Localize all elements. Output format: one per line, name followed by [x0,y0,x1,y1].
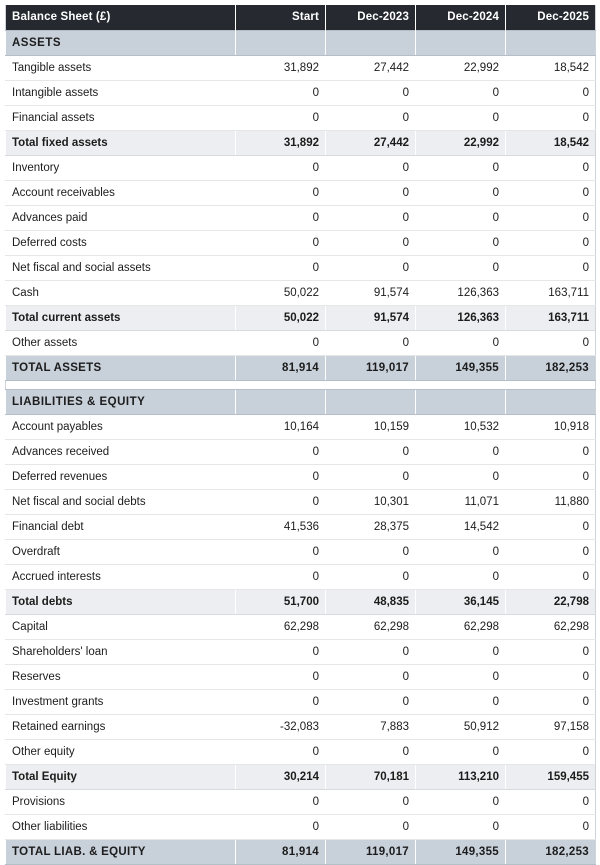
column-header-start: Start [236,5,326,31]
table-header [6,5,596,31]
table-row [6,815,596,840]
row-value: 0 [416,156,506,181]
row-value: 0 [326,465,416,490]
row-value: 0 [506,81,596,106]
row-value: 0 [416,231,506,256]
table-row [6,56,596,81]
row-label: Total fixed assets [6,131,236,156]
row-value: 62,298 [416,615,506,640]
row-value: 163,711 [506,281,596,306]
subtotal-row [6,131,596,156]
row-value: 0 [416,640,506,665]
row-value: 0 [506,690,596,715]
row-value: 22,992 [416,131,506,156]
row-value: 27,442 [326,56,416,81]
row-value: 0 [416,465,506,490]
row-value: 0 [506,740,596,765]
row-label: Tangible assets [6,56,236,81]
column-header-title: Balance Sheet (£) [6,5,236,31]
row-value: 10,918 [506,415,596,440]
table-row [6,415,596,440]
table-row [6,690,596,715]
row-value: 163,711 [506,306,596,331]
row-value: 0 [416,740,506,765]
row-value: 0 [416,81,506,106]
header-row [6,5,596,31]
table-row [6,665,596,690]
row-label: Retained earnings [6,715,236,740]
row-value: 0 [236,181,326,206]
table-row [6,565,596,590]
column-header-dec-2025: Dec-2025 [506,5,596,31]
table-row [6,715,596,740]
table-row [6,331,596,356]
column-header-dec-2024: Dec-2024 [416,5,506,31]
table-row [6,490,596,515]
row-value: 0 [416,815,506,840]
row-label: Investment grants [6,690,236,715]
row-value: 0 [236,740,326,765]
row-value: 0 [326,565,416,590]
row-value: 0 [416,665,506,690]
row-value: 0 [236,256,326,281]
row-label: Cash [6,281,236,306]
row-value: 0 [236,156,326,181]
row-value: 48,835 [326,590,416,615]
row-value: 22,992 [416,56,506,81]
row-label: Capital [6,615,236,640]
row-value: 0 [416,106,506,131]
row-value: 0 [416,690,506,715]
row-label: Deferred costs [6,231,236,256]
row-value: 0 [416,331,506,356]
column-header-dec-2023: Dec-2023 [326,5,416,31]
row-label: Account payables [6,415,236,440]
row-value: 119,017 [326,356,416,381]
row-label: Total Equity [6,765,236,790]
row-value: 0 [326,331,416,356]
row-label: Provisions [6,790,236,815]
row-value: 18,542 [506,131,596,156]
row-label: Net fiscal and social assets [6,256,236,281]
row-value: 0 [506,565,596,590]
row-value: 0 [326,740,416,765]
section-title: LIABILITIES & EQUITY [6,390,236,415]
subtotal-row [6,590,596,615]
row-label: Advances paid [6,206,236,231]
table-row [6,615,596,640]
row-value: 91,574 [326,306,416,331]
row-value: 81,914 [236,840,326,865]
row-value: 0 [506,515,596,540]
row-value: 0 [416,256,506,281]
row-value: 113,210 [416,765,506,790]
row-value: 31,892 [236,131,326,156]
row-label: Total current assets [6,306,236,331]
row-value: 50,022 [236,281,326,306]
row-value: 36,145 [416,590,506,615]
row-value: 0 [236,465,326,490]
row-label: Reserves [6,665,236,690]
row-value: 149,355 [416,840,506,865]
table-row [6,206,596,231]
row-value: 11,071 [416,490,506,515]
row-value: 18,542 [506,56,596,81]
row-value: 0 [506,815,596,840]
row-value: 0 [326,540,416,565]
row-value: 14,542 [416,515,506,540]
row-value: 0 [326,690,416,715]
row-value: 0 [326,815,416,840]
row-value: 28,375 [326,515,416,540]
row-value: 62,298 [506,615,596,640]
row-label: Accrued interests [6,565,236,590]
row-value: 0 [236,565,326,590]
table-row [6,540,596,565]
row-value: 0 [416,206,506,231]
row-value: 0 [326,256,416,281]
table-row [6,156,596,181]
row-value: 0 [326,206,416,231]
row-value: 27,442 [326,131,416,156]
row-label: Other assets [6,331,236,356]
row-value: 50,912 [416,715,506,740]
row-label: TOTAL ASSETS [6,356,236,381]
row-label: Shareholders' loan [6,640,236,665]
row-value: 0 [506,540,596,565]
table-row [6,640,596,665]
row-value: 0 [506,790,596,815]
balance-sheet-panel [5,5,595,865]
row-value: 81,914 [236,356,326,381]
row-value: 91,574 [326,281,416,306]
row-value: 7,883 [326,715,416,740]
row-value: 10,532 [416,415,506,440]
row-value: 0 [506,331,596,356]
row-value: 0 [236,206,326,231]
row-value: 10,164 [236,415,326,440]
row-label: TOTAL LIAB. & EQUITY [6,840,236,865]
section-header-row [6,31,596,56]
row-label: Financial assets [6,106,236,131]
row-value: 0 [506,256,596,281]
row-value: 70,181 [326,765,416,790]
row-value: 0 [326,181,416,206]
row-value: 0 [506,106,596,131]
row-value: 0 [416,790,506,815]
row-label: Advances received [6,440,236,465]
balance-sheet-table [5,5,596,865]
row-value: 159,455 [506,765,596,790]
row-value: 30,214 [236,765,326,790]
row-value: 97,158 [506,715,596,740]
row-value: 0 [236,81,326,106]
row-value: 0 [236,331,326,356]
row-value: 126,363 [416,281,506,306]
table-row [6,790,596,815]
row-label: Total debts [6,590,236,615]
row-label: Overdraft [6,540,236,565]
row-value: 0 [416,440,506,465]
table-row [6,256,596,281]
row-value: 62,298 [326,615,416,640]
row-value: 0 [506,231,596,256]
row-value: 0 [506,181,596,206]
row-value: 0 [236,665,326,690]
section-spacer [6,381,596,390]
table-body [6,31,596,865]
row-value: 0 [506,206,596,231]
table-row [6,281,596,306]
row-value: 149,355 [416,356,506,381]
subtotal-row [6,306,596,331]
row-label: Inventory [6,156,236,181]
row-value: 0 [416,181,506,206]
row-label: Net fiscal and social debts [6,490,236,515]
row-value: 41,536 [236,515,326,540]
row-value: 0 [326,81,416,106]
row-value: 0 [236,106,326,131]
table-row [6,515,596,540]
row-value: 11,880 [506,490,596,515]
row-value: 0 [236,440,326,465]
row-value: 0 [506,665,596,690]
row-value: 0 [236,640,326,665]
section-header-row [6,390,596,415]
section-title: ASSETS [6,31,236,56]
subtotal-row [6,765,596,790]
row-value: 0 [416,540,506,565]
row-value: -32,083 [236,715,326,740]
grand-total-row [6,840,596,865]
row-value: 0 [236,690,326,715]
row-label: Intangible assets [6,81,236,106]
table-row [6,740,596,765]
row-value: 31,892 [236,56,326,81]
row-value: 51,700 [236,590,326,615]
row-value: 0 [326,106,416,131]
table-row [6,440,596,465]
row-value: 0 [236,540,326,565]
row-label: Account receivables [6,181,236,206]
row-value: 0 [326,640,416,665]
row-label: Deferred revenues [6,465,236,490]
row-value: 62,298 [236,615,326,640]
row-value: 0 [326,790,416,815]
table-row [6,81,596,106]
row-value: 0 [326,231,416,256]
row-value: 0 [236,231,326,256]
row-value: 126,363 [416,306,506,331]
table-row [6,465,596,490]
row-value: 0 [416,565,506,590]
row-value: 10,159 [326,415,416,440]
row-value: 0 [236,490,326,515]
row-label: Other liabilities [6,815,236,840]
row-value: 0 [236,790,326,815]
row-value: 182,253 [506,840,596,865]
row-value: 0 [326,440,416,465]
row-value: 22,798 [506,590,596,615]
row-value: 10,301 [326,490,416,515]
row-value: 50,022 [236,306,326,331]
row-label: Other equity [6,740,236,765]
table-row [6,231,596,256]
table-row [6,106,596,131]
row-value: 0 [236,815,326,840]
row-value: 182,253 [506,356,596,381]
row-value: 0 [506,465,596,490]
table-row [6,181,596,206]
row-value: 0 [506,156,596,181]
row-label: Financial debt [6,515,236,540]
row-value: 0 [326,665,416,690]
grand-total-row [6,356,596,381]
row-value: 0 [326,156,416,181]
row-value: 0 [506,640,596,665]
row-value: 119,017 [326,840,416,865]
row-value: 0 [506,440,596,465]
